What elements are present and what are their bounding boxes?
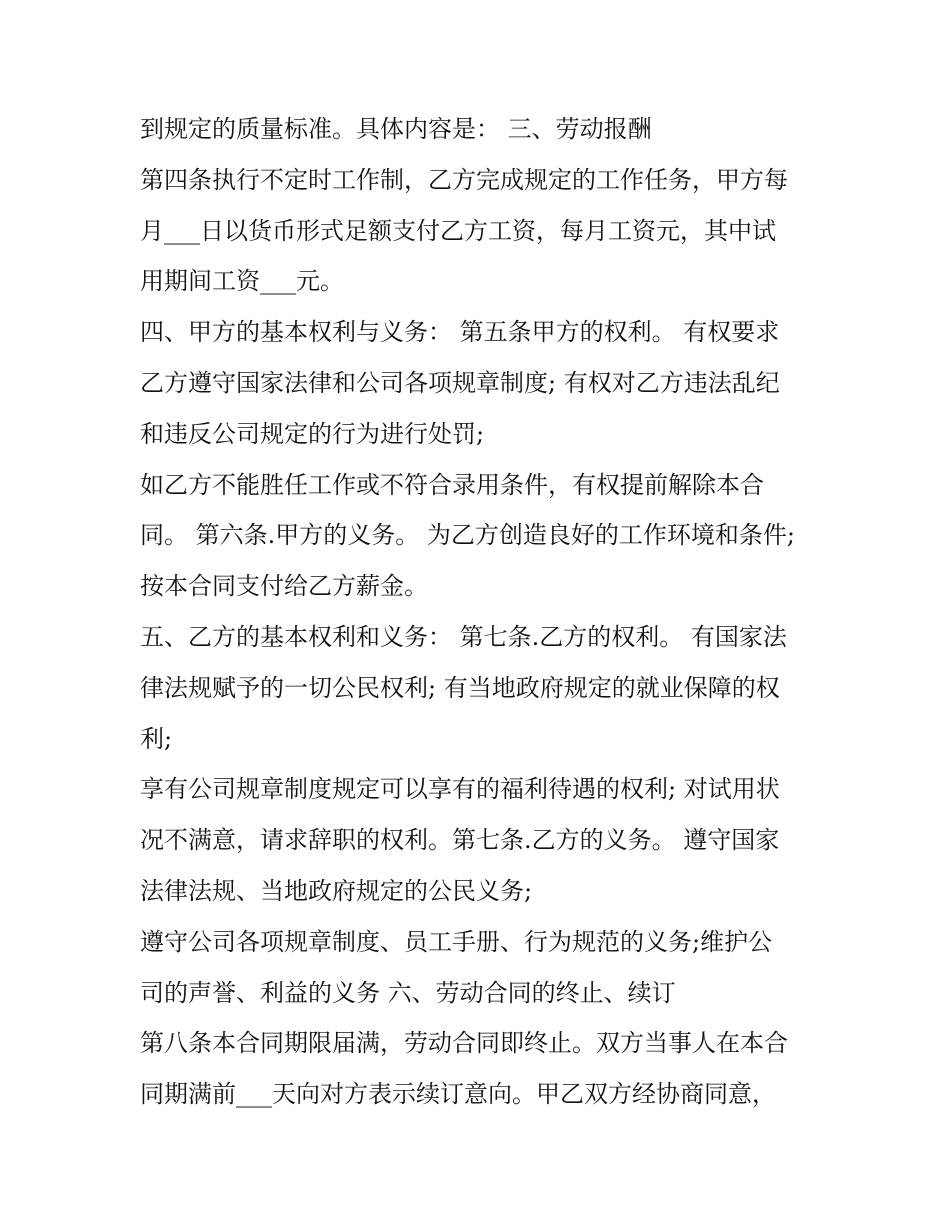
document-body: [140, 104, 840, 1120]
text-line: 用期间工资___元。: [140, 267, 344, 296]
text-line: 律法规赋予的一切公民权利; 有当地政府规定的就业保障的权: [140, 673, 780, 702]
text-line: 乙方遵守国家法律和公司各项规章制度; 有权对乙方违法乱纪: [140, 368, 780, 397]
text-line: 法律法规、当地政府规定的公民义务;: [140, 876, 533, 905]
text-line: 况不满意，请求辞职的权利。第七条.乙方的义务。 遵守国家: [140, 826, 780, 855]
text-line: 五、乙方的基本权利和义务： 第七条.乙方的权利。 有国家法: [140, 622, 787, 651]
text-line: 和违反公司规定的行为进行处罚;: [140, 419, 485, 448]
text-line: 第八条本合同期限届满，劳动合同即终止。双方当事人在本合: [140, 1029, 788, 1058]
text-line: 如乙方不能胜任工作或不符合录用条件，有权提前解除本合: [140, 470, 764, 499]
text-line: 同期满前___天向对方表示续订意向。甲乙双方经协商同意，: [140, 1080, 776, 1109]
text-line: 利;: [140, 724, 173, 753]
text-line: 第四条执行不定时工作制，乙方完成规定的工作任务，甲方每: [140, 165, 788, 194]
text-line: 享有公司规章制度规定可以享有的福利待遇的权利; 对试用状: [140, 775, 780, 804]
text-line: 同。 第六条.甲方的义务。 为乙方创造良好的工作环境和条件;: [140, 521, 795, 550]
text-line: 司的声誉、利益的义务 六、劳动合同的终止、续订: [140, 978, 676, 1007]
text-line: 遵守公司各项规章制度、员工手册、行为规范的义务;维护公: [140, 927, 773, 956]
text-line: 四、甲方的基本权利与义务： 第五条甲方的权利。 有权要求: [140, 318, 780, 347]
text-line: 到规定的质量标准。具体内容是： 三、劳动报酬: [140, 115, 652, 143]
text-line: 按本合同支付给乙方薪金。: [140, 572, 428, 601]
text-line: 月___日以货币形式足额支付乙方工资，每月工资元，其中试: [140, 216, 776, 245]
